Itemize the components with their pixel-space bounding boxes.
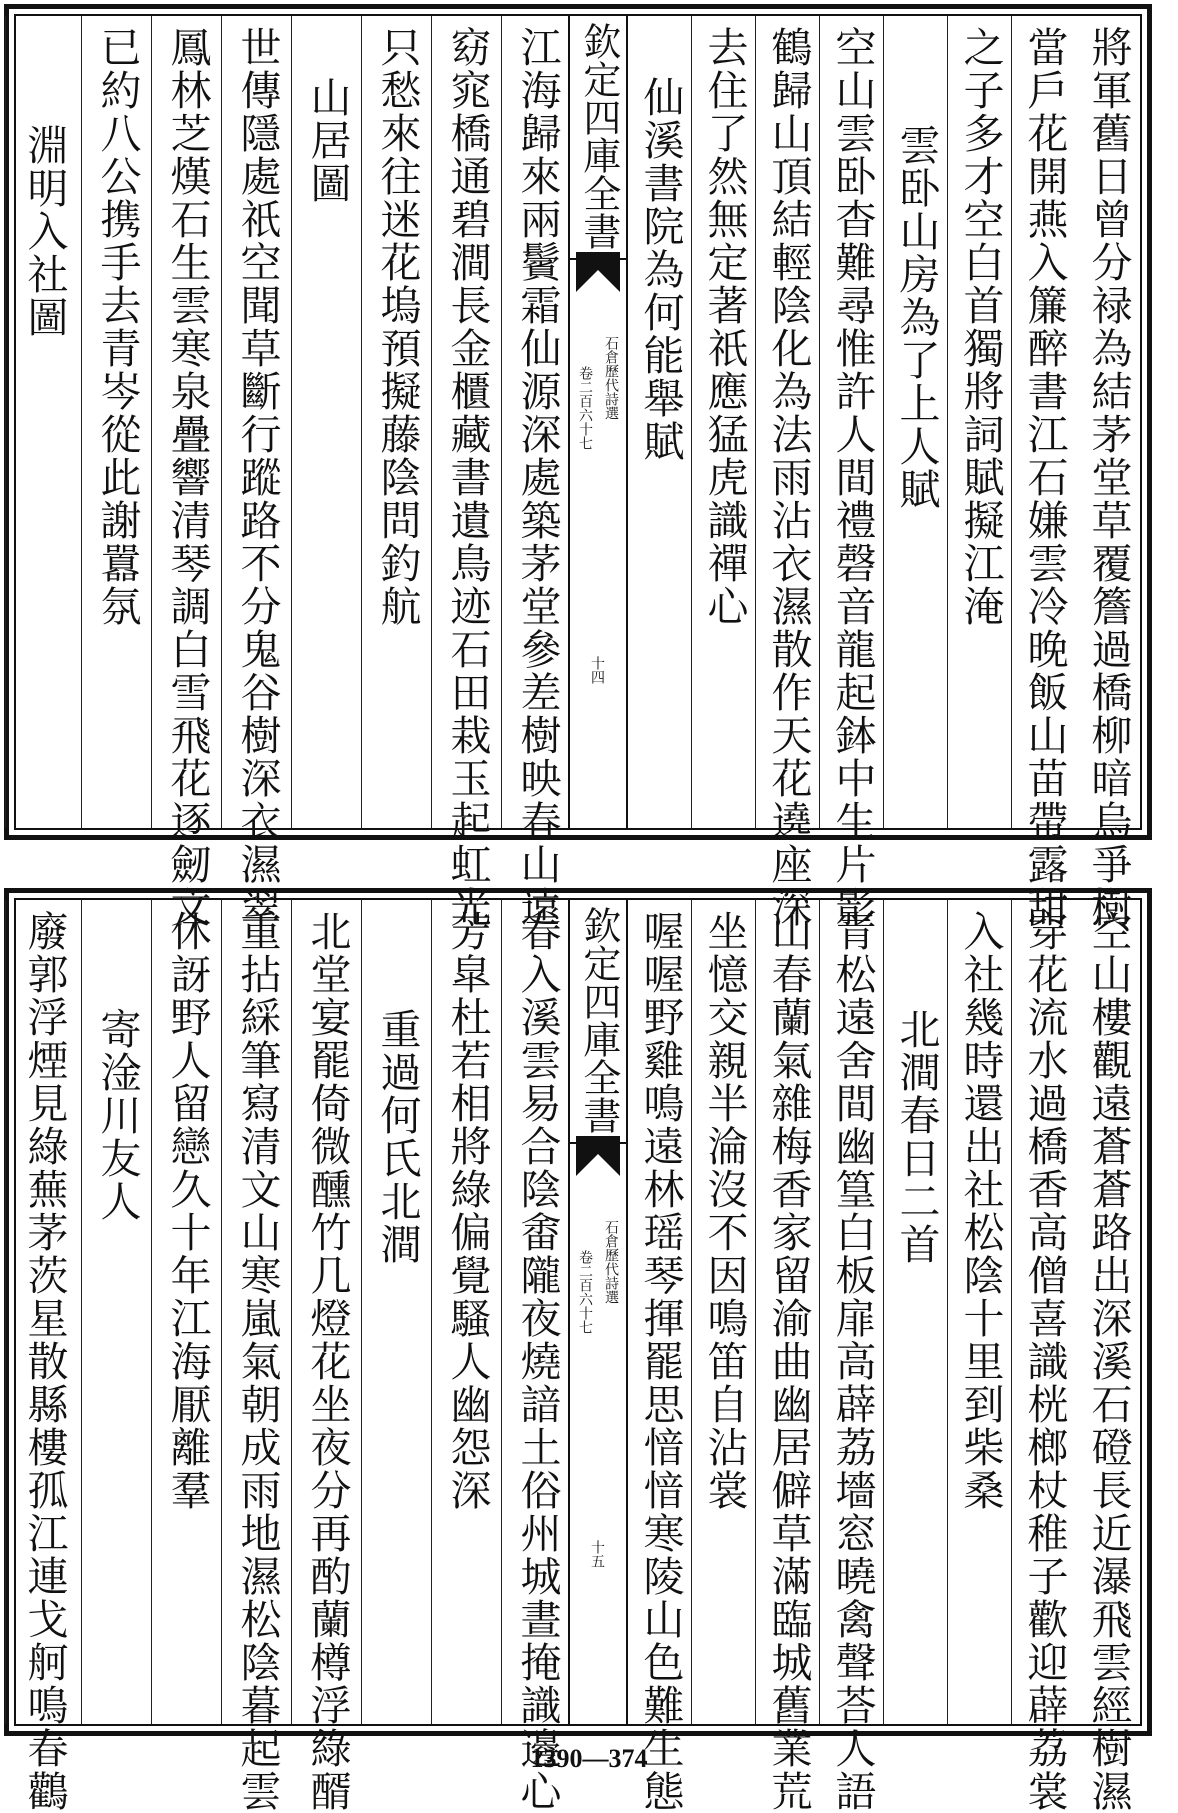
bottom-right-col-1: 空山樓觀遠蒼蒼路出深溪石磴長近瀑飛雲經樹濕 xyxy=(1084,910,1133,1813)
top-right-col-8-title: 仙溪書院為何能舉賦 xyxy=(627,16,692,828)
top-left-col-5: 世傳隱處祇空聞草斷行蹤路不分鬼谷樹深衣濕翠 xyxy=(221,16,292,828)
bottom-right-col-8: 喔喔野雞鳴遠林瑶琴揮罷思愔愔寒陵山色難生態 xyxy=(627,900,692,1724)
bottom-left-col-8: 廢郭浮煙見綠蕪茅茨星散縣樓孤江連戈舸鳴春鸛 xyxy=(5,900,82,1724)
top-right-col-2: 當戶花開燕入簾醉書江石嫌雲冷晚飯山苗帶露甜 xyxy=(1011,16,1076,828)
top-right-col-1: 將軍舊日曾分䘵為結茅堂草覆簷過橋柳暗烏爭樹 xyxy=(1084,26,1133,929)
bottom-left-col-3-title: 重過何氏北澗 xyxy=(361,900,432,1724)
top-center-header: 欽定四庫全書 xyxy=(570,16,626,260)
top-center-fold xyxy=(568,16,628,828)
top-left-col-1: 江海歸來兩鬢霜仙源深處築茅堂參差樹映春山遠 xyxy=(501,16,572,828)
bottom-center-volume: 卷二百六十七 xyxy=(577,1250,593,1334)
bottom-right-col-7: 坐憶交親半淪沒不因鳴笛自沾裳 xyxy=(691,900,756,1724)
bottom-right-col-2: 穿花流水過橋香高僧喜識桄榔杖稚子歡迎薜荔裳 xyxy=(1011,900,1076,1724)
top-center-book-title: 石倉歷代詩選 xyxy=(603,336,619,420)
bottom-left-col-6: 休訝野人留戀久十年江海厭離羣 xyxy=(151,900,222,1724)
top-center-volume: 卷二百六十七 xyxy=(577,366,593,450)
bottom-center-header: 欽定四庫全書 xyxy=(570,900,626,1144)
bottom-left-col-1: 春入溪雲易合陰畬隴夜燒諳土俗州城晝掩識邊心 xyxy=(501,900,572,1724)
top-right-col-4-title: 雲卧山房為了上人賦 xyxy=(883,16,948,828)
top-right-col-3: 之子多才空白首獨將詞賦擬江淹 xyxy=(947,16,1012,828)
top-left-col-8-title: 淵明入社圖 xyxy=(5,16,82,828)
bottom-right-col-5: 青松遠舍間幽篁白板扉高薜荔墻窓曉禽聲荅人語 xyxy=(819,900,884,1724)
bottom-center-leaf: 十五 xyxy=(589,1540,605,1568)
top-left-col-7: 已約八公携手去青岑從此謝囂氛 xyxy=(81,16,152,828)
top-left-col-3: 只愁來往迷花塢預擬藤陰問釣航 xyxy=(361,16,432,828)
bottom-left-col-2: 芳皐杜若相將綠偏覺騷人幽怨深 xyxy=(431,900,502,1724)
page-number: 1390—374 xyxy=(530,1744,648,1773)
top-left-col-2: 窈窕橋通碧澗長金櫃藏書遺鳥迹石田栽玉起虹光 xyxy=(431,16,502,828)
fishtail-mark-icon xyxy=(576,1136,620,1176)
fishtail-mark-icon xyxy=(576,252,620,292)
bottom-right-col-6: 山春蘭氣雜梅香家留渝曲幽居僻草滿臨城舊業荒 xyxy=(755,900,820,1724)
top-right-col-5: 空山雲卧杳難尋惟許人間禮磬音龍起鉢中生片影 xyxy=(819,16,884,828)
top-center-leaf: 十四 xyxy=(589,656,605,684)
top-left-col-4-title: 山居圖 xyxy=(291,16,362,828)
top-left-col-6: 鳳林芝熯石生雲寒泉疊響清琴調白雪飛花逐劒文 xyxy=(151,16,222,828)
bottom-right-col-3: 入社幾時還出社松陰十里到柴桑 xyxy=(947,900,1012,1724)
bottom-center-fold xyxy=(568,900,628,1724)
top-right-col-7: 去住了然無定著祇應猛虎識禪心 xyxy=(691,16,756,828)
bottom-center-book-title: 石倉歷代詩選 xyxy=(603,1220,619,1304)
bottom-left-col-5: 重拈綵筆寫清文山寒嵐氣朝成雨地濕松陰暮起雲 xyxy=(221,900,292,1724)
top-page xyxy=(4,4,1152,929)
top-page-frame xyxy=(14,14,1142,929)
top-right-col-6: 鶴歸山頂結輕陰化為法雨沾衣濕散作天花遶座深 xyxy=(755,16,820,828)
bottom-left-col-7-title: 寄淦川友人 xyxy=(81,900,152,1724)
bottom-left-col-4: 北堂宴罷倚微醺竹几燈花坐夜分再酌蘭樽浮綠醑 xyxy=(291,900,362,1724)
bottom-right-col-4-title: 北澗春日二首 xyxy=(883,900,948,1724)
